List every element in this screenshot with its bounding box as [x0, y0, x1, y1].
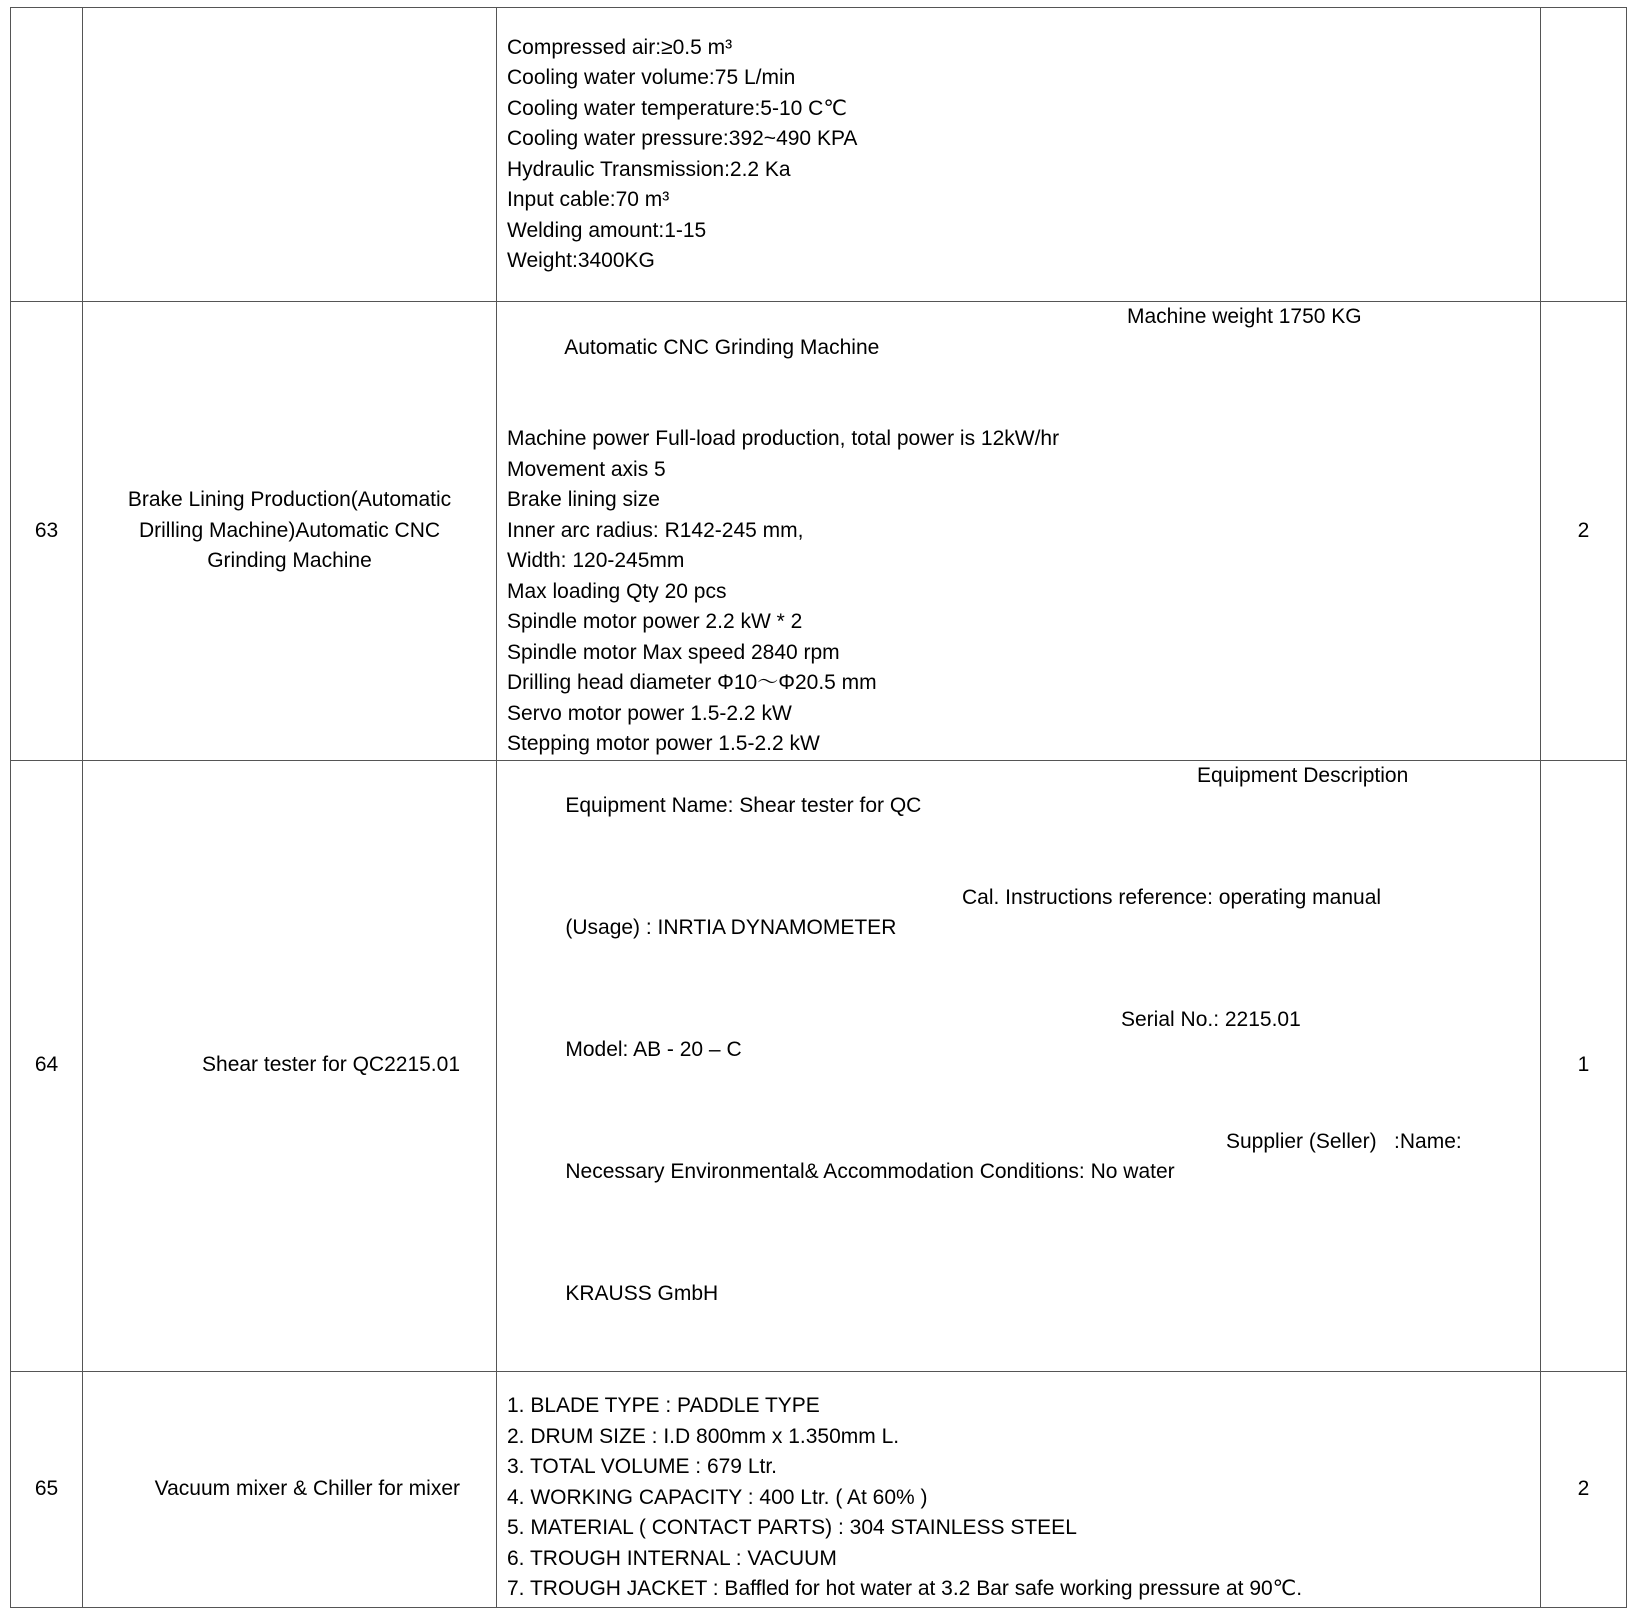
spec-line: 1. BLADE TYPE : PADDLE TYPE — [507, 1394, 820, 1417]
spec-line: Welding amount:1-15 — [507, 218, 707, 242]
item-name-cell: Shear tester for QC2215.01 — [83, 760, 497, 1371]
spec-line: Stepping motor power 1.5-2.2 kW — [507, 732, 820, 755]
equipment-spec-table — [10, 7, 1627, 1608]
item-number-cell: 65 — [11, 1371, 83, 1607]
spec-line: Weight:3400KG — [507, 249, 655, 272]
item-name-cell: Vacuum mixer & Chiller for mixer — [83, 1371, 497, 1607]
spec-line: Spindle motor Max speed 2840 rpm — [507, 640, 840, 664]
item-quantity-cell — [1541, 8, 1627, 302]
spec-line: Width: 120-245mm — [507, 549, 685, 572]
spec-line — [507, 302, 1530, 424]
spec-line-right: Equipment Description — [1197, 763, 1409, 787]
spec-line: Movement axis 5 — [507, 457, 666, 481]
spec-line-left: Automatic CNC Grinding Machine — [564, 335, 880, 359]
spec-line-right: Serial No.: 2215.01 — [1121, 1007, 1301, 1031]
spec-line-right: Machine weight 1750 KG — [1127, 305, 1362, 328]
spec-line-right: Cal. Instructions reference: operating manual — [962, 885, 1382, 909]
table-row — [11, 302, 1627, 761]
item-spec-cell — [497, 1371, 1541, 1607]
item-number-cell — [11, 8, 83, 302]
spec-line: Machine power Full-load production, total power is 12kW/hr — [507, 427, 1060, 450]
spec-line: Cooling water temperature:5-10 C℃ — [507, 96, 847, 120]
spec-line: 7. TROUGH JACKET : Baffled for hot water at 3.2 Bar safe working pressure at 90℃. — [507, 1577, 1303, 1600]
table-row — [11, 1371, 1627, 1607]
spec-line-right: Supplier (Seller) :Name: — [1226, 1129, 1462, 1153]
item-quantity-cell: 2 — [1541, 302, 1627, 761]
spec-line: Cooling water volume:75 L/min — [507, 66, 796, 89]
spec-line: Servo motor power 1.5-2.2 kW — [507, 701, 792, 725]
item-spec-cell — [497, 760, 1541, 1371]
spec-line — [507, 1127, 1530, 1249]
spec-line: Compressed air:≥0.5 m³ — [507, 35, 733, 59]
spec-line: Inner arc radius: R142-245 mm, — [507, 518, 804, 542]
spec-line: Drilling head diameter Φ10～Φ20.5 mm — [507, 671, 877, 694]
spec-line-left: KRAUSS GmbH — [565, 1282, 719, 1305]
item-name-cell — [83, 8, 497, 302]
spec-line: Cooling water pressure:392~490 KPA — [507, 127, 858, 150]
item-number-cell: 64 — [11, 760, 83, 1371]
spec-line-left: Equipment Name: Shear tester for QC — [565, 794, 922, 817]
item-quantity-cell: 2 — [1541, 1371, 1627, 1607]
spec-line — [507, 883, 1530, 1005]
item-spec-cell — [497, 302, 1541, 761]
item-quantity-cell: 1 — [1541, 760, 1627, 1371]
table-row — [11, 8, 1627, 302]
spec-line-left: Necessary Environmental& Accommodation Conditions: No water — [565, 1160, 1175, 1183]
spec-line: 3. TOTAL VOLUME : 679 Ltr. — [507, 1455, 778, 1478]
table-row — [11, 760, 1627, 1371]
spec-line — [507, 1005, 1530, 1127]
item-name-cell: Brake Lining Production(Automatic Drilling Machine)Automatic CNC Grinding Machine — [83, 302, 497, 761]
spec-line — [507, 761, 1530, 883]
spec-line — [507, 1249, 1530, 1371]
spec-line: 4. WORKING CAPACITY : 400 Ltr. ( At 60% ) — [507, 1485, 928, 1509]
spec-line: Hydraulic Transmission:2.2 Ka — [507, 157, 791, 181]
spec-line: Brake lining size — [507, 488, 660, 511]
spec-line: 5. MATERIAL ( CONTACT PARTS) : 304 STAINLESS STEEL — [507, 1516, 1077, 1539]
spec-line: Max loading Qty 20 pcs — [507, 579, 727, 603]
spec-line: 2. DRUM SIZE : I.D 800mm x 1.350mm L. — [507, 1424, 900, 1448]
spec-line: 6. TROUGH INTERNAL : VACUUM — [507, 1546, 837, 1570]
spec-line-left: (Usage) : INRTIA DYNAMOMETER — [565, 916, 897, 939]
spec-line-left: Model: AB - 20 – C — [565, 1038, 742, 1061]
spec-line: Input cable:70 m³ — [507, 188, 670, 211]
item-spec-cell — [497, 8, 1541, 302]
item-number-cell: 63 — [11, 302, 83, 761]
spec-line: Spindle motor power 2.2 kW * 2 — [507, 610, 803, 633]
